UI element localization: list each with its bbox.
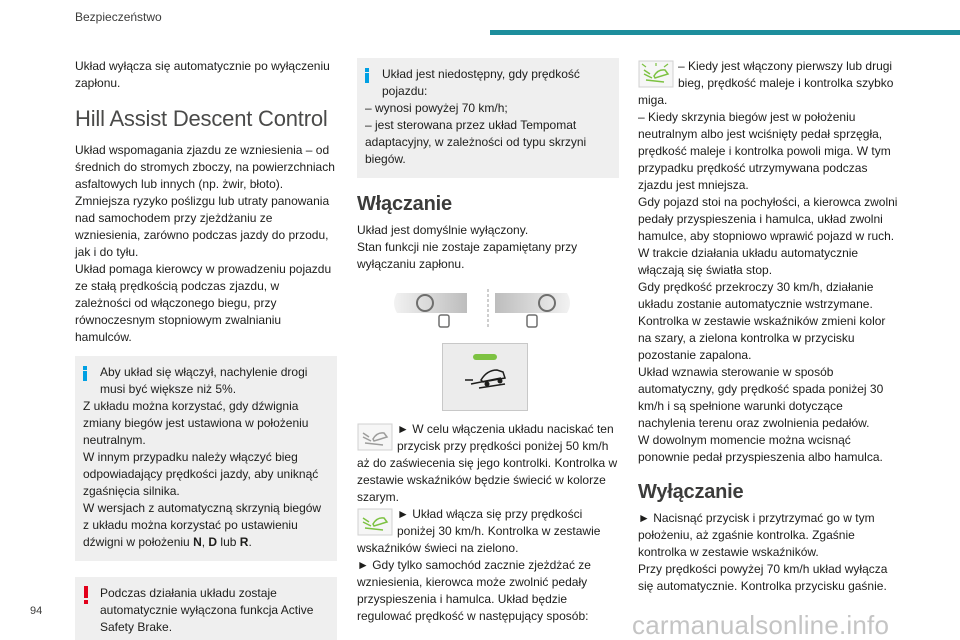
note-paragraph: W innym przypadku należy włączyć bieg odpowiadający prędkości jazdy, aby uniknąć zgaśnięcia silnika. bbox=[83, 450, 319, 498]
header-accent-bar bbox=[490, 30, 960, 35]
note-paragraph: Z układu można korzystać, gdy dźwignia zmiany biegów jest ustawiona w położeniu neutralnym. bbox=[83, 399, 309, 447]
header-section: Bezpieczeństwo bbox=[75, 10, 162, 24]
body-paragraph: Gdy pojazd stoi na pochyłości, a kierowca zwolni pedały przyspieszenia i hamulca, układ zwolni hamulce, aby stopniowo wprawić pojazd w ruch. bbox=[638, 195, 898, 243]
watermark: carmanualsonline.info bbox=[632, 610, 890, 640]
body-paragraph: Zmniejsza ryzyko poślizgu lub utraty panowania nad samochodem przy zjeżdżaniu ze wzniesienia, zarówno podczas jazdy do przodu, jak i do tyłu. bbox=[75, 194, 330, 259]
hill-descent-grey-icon bbox=[357, 423, 393, 451]
page-number: 94 bbox=[30, 605, 43, 617]
list-item: – Kiedy skrzynia biegów jest w położeniu neutralnym albo jest wciśnięty pedał sprzęgła, prędkość maleje i kontrolka powoli miga. W tym przypadku prędkość utrzymywana podczas zjazdu jest mniejsza. bbox=[638, 110, 891, 192]
bullet-step: ► W celu włączenia układu naciskać ten przycisk przy prędkości poniżej 50 km/h aż do zaświecenia się jego kontrolki. Kontrolka w zestawie wskaźników będzie świecić w kolorze szarym. bbox=[357, 422, 618, 504]
info-icon bbox=[83, 366, 87, 380]
warning-icon bbox=[84, 586, 88, 604]
column-1 bbox=[75, 58, 337, 640]
body-paragraph: Układ wspomagania zjazdu ze wzniesienia – od średnich do stromych zboczy, na powierzchniach asfaltowych lub innych (np. żwir, błoto). bbox=[75, 143, 335, 191]
body-paragraph: Układ jest domyślnie wyłączony. bbox=[357, 223, 529, 237]
section-title-wylaczanie: Wyłączanie bbox=[638, 481, 744, 503]
body-paragraph: Układ pomaga kierowcy w prowadzeniu pojazdu ze stałą prędkością podczas zjazdu, w zależności od włączonego biegu, przy równoczesnym stopniowym zwalnianiu hamulców. bbox=[75, 262, 332, 344]
bullet-step: ► Nacisnąć przycisk i przytrzymać go w tym położeniu, aż zgaśnie kontrolka. Zgaśnie kontrolka w zestawie wskaźników. bbox=[638, 511, 875, 559]
hill-descent-blinking-icon bbox=[638, 60, 674, 88]
body-paragraph: W trakcie działania układu automatycznie włączają się światła stop. bbox=[638, 246, 859, 277]
section-title-wlaczanie: Włączanie bbox=[357, 193, 452, 215]
note-list-item: – jest sterowana przez układ Tempomat adaptacyjny, w zależności od typu skrzyni biegów. bbox=[365, 118, 587, 166]
body-paragraph: W dowolnym momencie można wcisnąć ponownie pedał przyspieszenia albo hamulca. bbox=[638, 433, 883, 464]
info-icon bbox=[365, 68, 369, 82]
hill-descent-green-icon bbox=[357, 508, 393, 536]
section-title-hadc: Hill Assist Descent Control bbox=[75, 106, 328, 131]
hadc-button-illustration bbox=[442, 343, 528, 411]
column-3 bbox=[638, 58, 900, 595]
body-paragraph: Układ wznawia sterowanie w sposób automatyczny, gdy prędkość spada poniżej 30 km/h i są spełnione warunki dotyczące nachylenia terenu oraz zwolnienia pedałów. bbox=[638, 365, 884, 430]
bullet-step: ► Układ włącza się przy prędkości poniżej 30 km/h. Kontrolka w zestawie wskaźników świeci na zielono. bbox=[357, 507, 601, 555]
info-note bbox=[75, 356, 337, 561]
column-2 bbox=[357, 58, 619, 625]
warning-text: Podczas działania układu zostaje automatycznie wyłączona funkcja Active Safety Brake. bbox=[100, 586, 314, 634]
body-paragraph: Przy prędkości powyżej 70 km/h układ wyłącza się automatycznie. Kontrolka przycisku gaśnie. bbox=[638, 562, 888, 593]
list-item: – Kiedy jest włączony pierwszy lub drugi bieg, prędkość maleje i kontrolka szybko miga. bbox=[638, 59, 894, 107]
note-list-item: – wynosi powyżej 70 km/h; bbox=[365, 101, 508, 115]
bullet-step: ► Gdy tylko samochód zacznie zjeżdżać ze wzniesienia, kierowca może zwolnić pedały przyspieszenia i hamulca. Układ będzie regulować prędkość w następujący sposób: bbox=[357, 558, 591, 623]
hill-descent-icon bbox=[443, 344, 529, 412]
warning-note bbox=[75, 577, 337, 640]
note-lead: Aby układ się włączył, nachylenie drogi musi być większe niż 5%. bbox=[100, 365, 308, 396]
info-note bbox=[357, 58, 619, 178]
intro-text: Układ wyłącza się automatycznie po wyłączeniu zapłonu. bbox=[75, 59, 330, 90]
note-paragraph: W wersjach z automatyczną skrzynią biegów z układu można korzystać po ustawieniu dźwigni w położeniu N, D lub R. bbox=[83, 501, 322, 549]
steering-wheel-switch-icon bbox=[357, 287, 619, 331]
body-paragraph: Stan funkcji nie zostaje zapamiętany przy wyłączaniu zapłonu. bbox=[357, 240, 578, 271]
body-paragraph: Gdy prędkość przekroczy 30 km/h, działanie układu zostanie automatycznie wstrzymane. Kontrolka w zestawie wskaźników zmieni kolor na szary, a zielona kontrolka w przycisku pozostanie zapalona. bbox=[638, 280, 886, 362]
dashboard-illustration bbox=[357, 287, 619, 331]
note-lead: Układ jest niedostępny, gdy prędkość pojazdu: bbox=[382, 67, 580, 98]
